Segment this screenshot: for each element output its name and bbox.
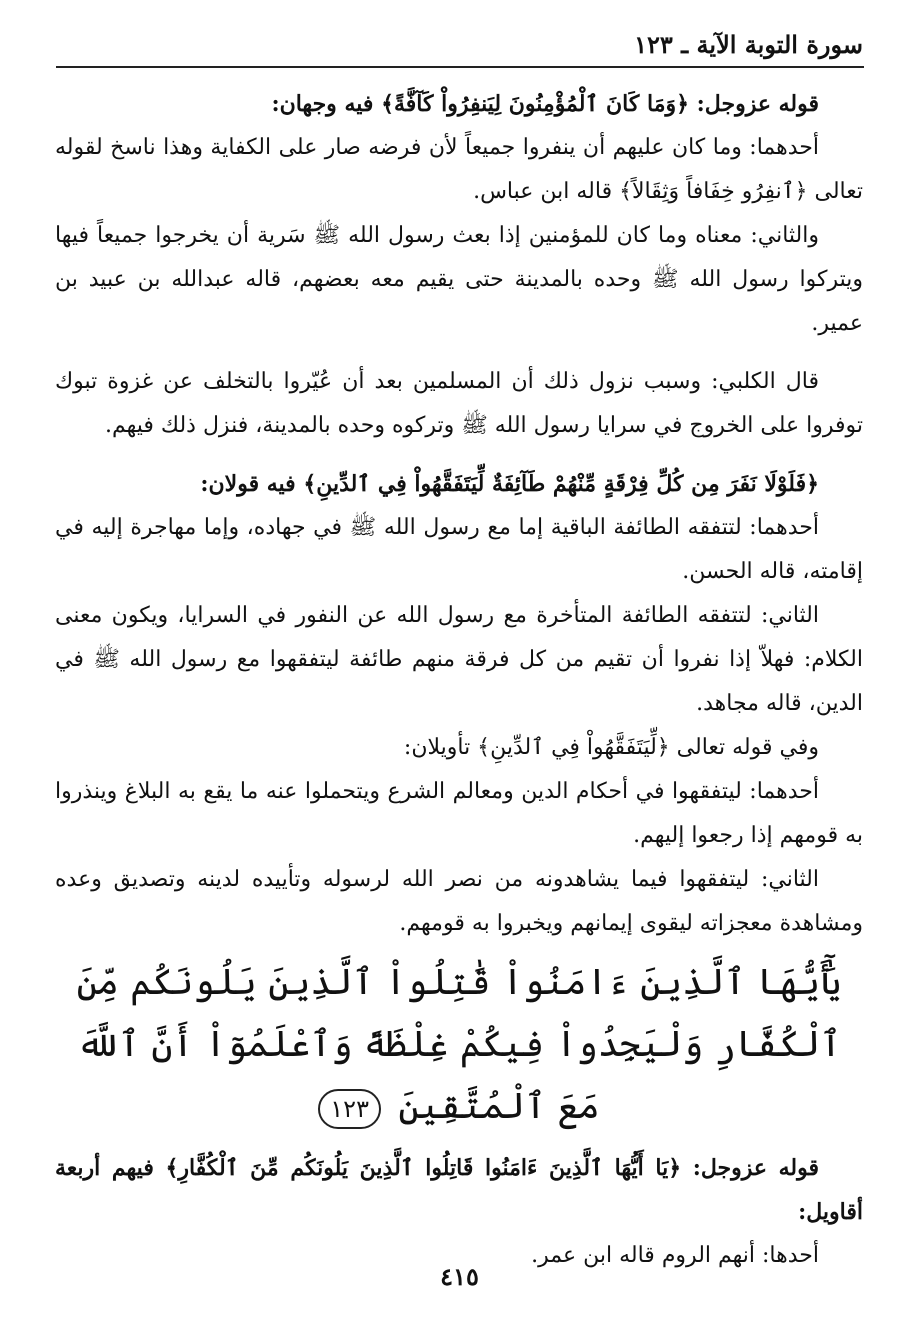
- main-text: [55, 82, 863, 1278]
- paragraph-2: أحدهما: وما كان عليهم أن ينفروا جميعاً لأن فرضه صار على الكفاية وهذا ناسخ لقوله تعالى ﴿ٱنفِرُو خِفَافاً وَثِقَالاً﴾ قاله ابن عباس.: [55, 135, 863, 204]
- paragraph-5: ﴿فَلَوْلَا نَفَرَ مِن كُلِّ فِرْقَةٍ مِّنْهُمْ طَآئِفَةٌ لِّيَتَفَقَّهُواْ فِي ٱلدِّينِ﴾ فيه قولان:: [200, 471, 819, 497]
- paragraph-3: والثاني: معناه وما كان للمؤمنين إذا بعث رسول الله ﷺ سَرية أن يخرجوا جميعاً فيها ويتركوا رسول الله ﷺ وحده بالمدينة حتى يقيم معه بعضهم، قاله عبدالله بن عبيد بن عمير.: [55, 223, 863, 336]
- header-rule: [56, 66, 864, 68]
- paragraph-9: أحدهما: ليتفقهوا في أحكام الدين ومعالم الشرع ويتحملوا عنه ما يقع به البلاغ وينذروا به قومهم إذا رجعوا إليهم.: [55, 779, 863, 848]
- paragraph-6: أحدهما: لتتفقه الطائفة الباقية إما مع رسول الله ﷺ في جهاده، وإما مهاجرة إليه في إقامته، قاله الحسن.: [55, 515, 863, 584]
- commentary-paragraph-1: قوله عزوجل: ﴿يَا أَيُّهَا ٱلَّذِينَ ءَامَنُوا قَاتِلُوا ٱلَّذِينَ يَلُونَكُم مِّنَ ٱلْكُفَّارِ﴾ فيهم أربعة أقاويل:: [55, 1155, 863, 1225]
- commentary-paragraph-2: أحدها: أنهم الروم قاله ابن عمر.: [531, 1243, 819, 1268]
- paragraph-4: قال الكلبي: وسبب نزول ذلك أن المسلمين بعد أن عُيّروا بالتخلف عن غزوة تبوك توفروا على الخروج في سرايا رسول الله ﷺ وتركوه وحده بالمدينة، فنزل ذلك فيهم.: [55, 369, 863, 438]
- paragraph-1: قوله عزوجل: ﴿وَمَا كَانَ ٱلْمُؤْمِنُونَ لِيَنفِرُواْ كَآفَّةً﴾ فيه وجهان:: [271, 91, 819, 117]
- paragraph-8: وفي قوله تعالى ﴿لِّيَتَفَقَّهُواْ فِي ٱلدِّينِ﴾ تأويلان:: [403, 735, 819, 760]
- quran-verse-text: يَٰٓأَيُّهَا ٱلَّذِينَ ءَامَنُواْ قَٰتِلُواْ ٱلَّذِينَ يَلُونَكُم مِّنَ ٱلْكُفَّارِ وَلْيَجِدُواْ فِيكُمْ غِلْظَةً وَٱعْلَمُوٓاْ أَنَّ ٱللَّهَ مَعَ ٱلْمُتَّقِينَ: [76, 962, 842, 1127]
- running-header: سورة التوبة الآية ـ ١٢٣: [634, 30, 863, 59]
- quran-verse-block: [55, 952, 863, 1138]
- page-number: ٤١٥: [440, 1262, 479, 1291]
- ayah-number-marker: ١٢٣: [318, 1089, 381, 1129]
- paragraph-10: الثاني: ليتفقهوا فيما يشاهدونه من نصر الله لرسوله وتأييده لدينه وتصديق وعده ومشاهدة معجزاته ليقوى إيمانهم ويخبروا به قومهم.: [55, 867, 863, 936]
- paragraph-7: الثاني: لتتفقه الطائفة المتأخرة مع رسول الله عن النفور في السرايا، ويكون معنى الكلام: فهلاّ إذا نفروا أن تقيم من كل فرقة منهم طائفة ليتفقهوا مع رسول الله ﷺ في الدين، قاله مجاهد.: [55, 603, 863, 716]
